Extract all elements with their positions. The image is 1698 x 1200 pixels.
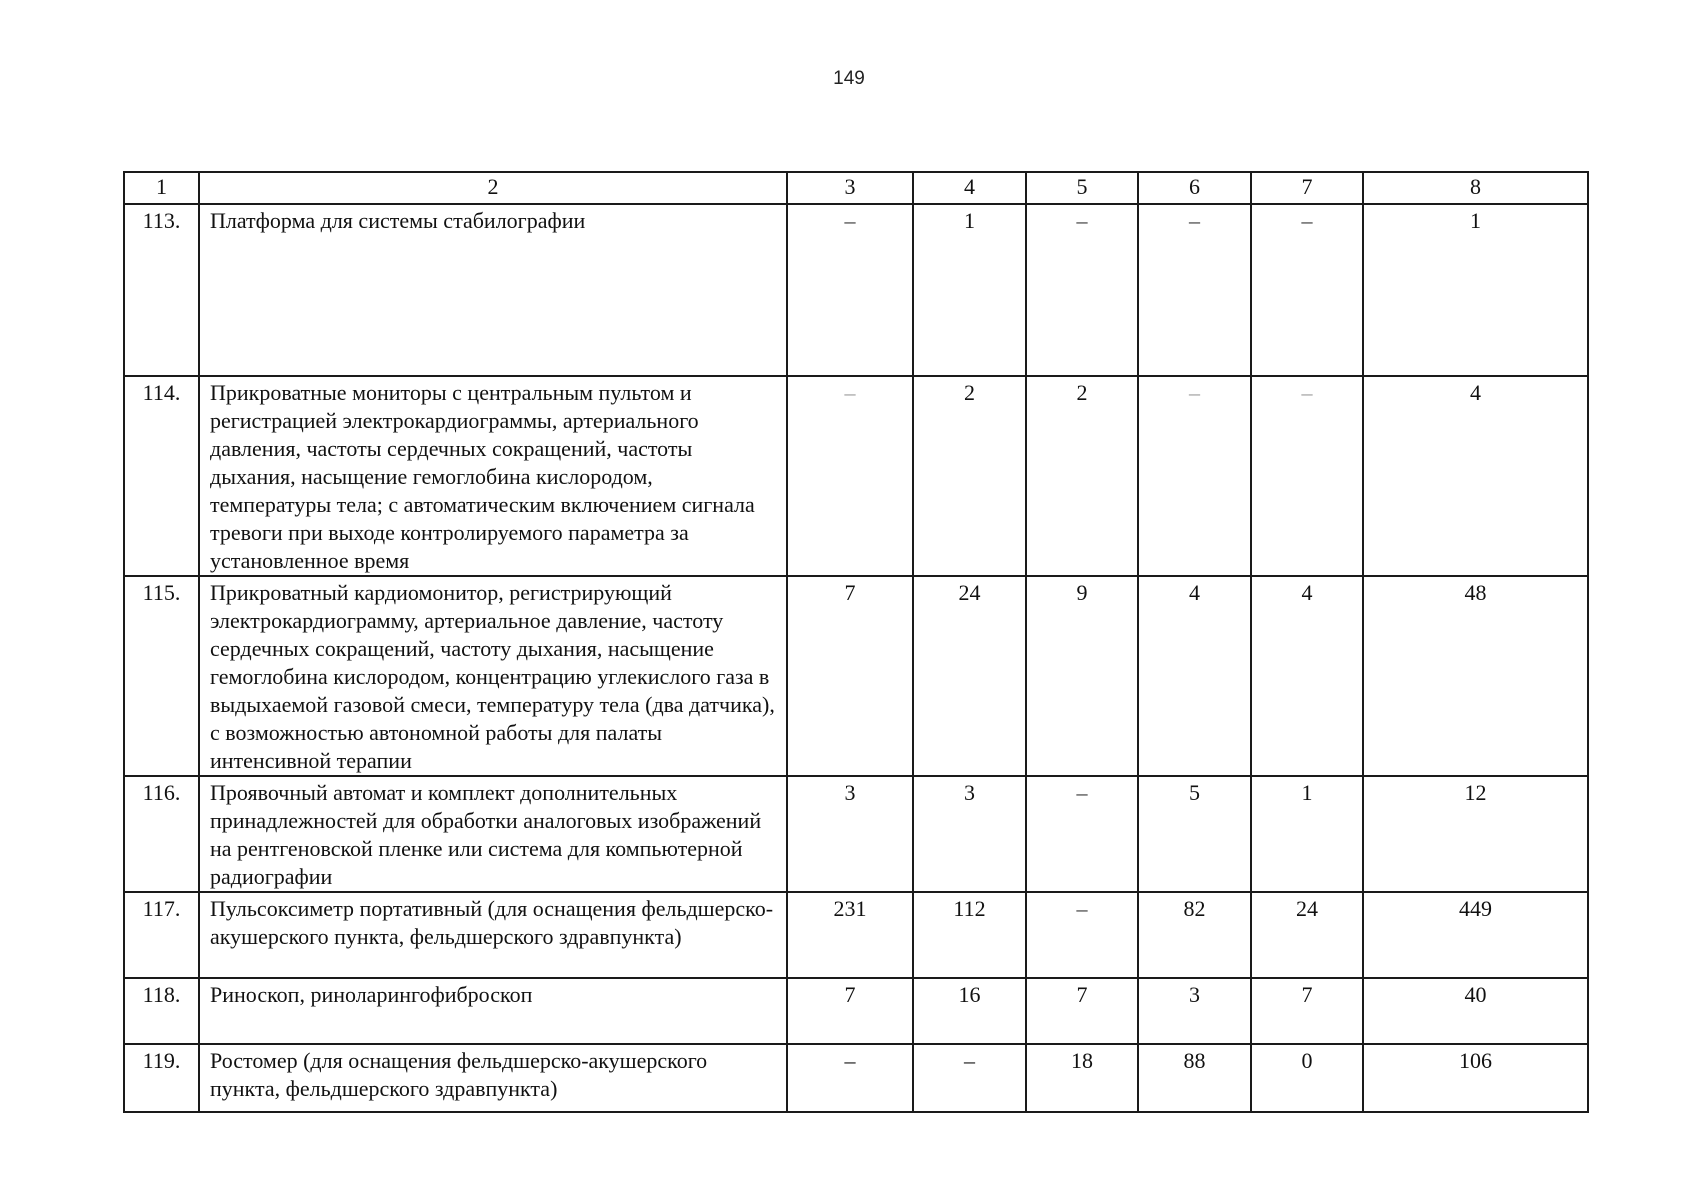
column-header: 5 <box>1026 172 1138 204</box>
row-value: 3 <box>913 776 1026 892</box>
row-value: 7 <box>1026 978 1138 1044</box>
column-header: 4 <box>913 172 1026 204</box>
row-number: 115. <box>124 576 199 776</box>
row-number: 117. <box>124 892 199 978</box>
column-header: 8 <box>1363 172 1588 204</box>
table-row <box>124 204 1588 376</box>
row-value: 3 <box>787 776 913 892</box>
row-value: 0 <box>1251 1044 1363 1112</box>
column-header: 6 <box>1138 172 1251 204</box>
row-value: – <box>1026 776 1138 892</box>
table-row <box>124 978 1588 1044</box>
row-value: 5 <box>1138 776 1251 892</box>
row-value: 4 <box>1138 576 1251 776</box>
row-value: 16 <box>913 978 1026 1044</box>
row-value: 2 <box>1026 376 1138 576</box>
row-name: Пульсоксиметр портативный (для оснащения фельдшерско-акушерского пункта, фельдшерского здравпункта) <box>199 892 787 978</box>
row-value: 18 <box>1026 1044 1138 1112</box>
row-number: 114. <box>124 376 199 576</box>
row-value: 1 <box>1251 776 1363 892</box>
row-name: Прикроватный кардиомонитор, регистрирующий электрокардиограмму, артериальное давление, частоту сердечных сокращений, частоту дыхания, насыщение гемоглобина кислородом, концентрацию углекислого газа в выдыхаемой газовой смеси, температуру тела (два датчика), с возможностью автономной работы для палаты интенсивной терапии <box>199 576 787 776</box>
row-value: – <box>1026 204 1138 376</box>
column-header: 1 <box>124 172 199 204</box>
row-value: 12 <box>1363 776 1588 892</box>
row-value: 88 <box>1138 1044 1251 1112</box>
table-row <box>124 892 1588 978</box>
row-value: – <box>1026 892 1138 978</box>
row-number: 116. <box>124 776 199 892</box>
column-header: 3 <box>787 172 913 204</box>
row-value: – <box>1138 376 1251 576</box>
row-value: 449 <box>1363 892 1588 978</box>
row-number: 118. <box>124 978 199 1044</box>
row-value: 48 <box>1363 576 1588 776</box>
row-value: 106 <box>1363 1044 1588 1112</box>
table-row <box>124 576 1588 776</box>
equipment-table <box>123 171 1589 1113</box>
table-row <box>124 376 1588 576</box>
row-value: 40 <box>1363 978 1588 1044</box>
row-value: 112 <box>913 892 1026 978</box>
row-name: Ростомер (для оснащения фельдшерско-акушерского пункта, фельдшерского здравпункта) <box>199 1044 787 1112</box>
row-value: 2 <box>913 376 1026 576</box>
row-name: Платформа для системы стабилографии <box>199 204 787 376</box>
row-value: 4 <box>1251 576 1363 776</box>
row-name: Риноскоп, риноларингофиброскоп <box>199 978 787 1044</box>
table-header-row <box>124 172 1588 204</box>
row-value: 7 <box>787 978 913 1044</box>
row-value: – <box>913 1044 1026 1112</box>
row-name: Прикроватные мониторы с центральным пультом и регистрацией электрокардиограммы, артериального давления, частоты сердечных сокращений, частоты дыхания, насыщение гемоглобина кислородом, температуры тела; с автоматическим включением сигнала тревоги при выходе контролируемого параметра за установленное время <box>199 376 787 576</box>
row-value: 24 <box>1251 892 1363 978</box>
row-value: 9 <box>1026 576 1138 776</box>
row-name: Проявочный автомат и комплект дополнительных принадлежностей для обработки аналоговых изображений на рентгеновской пленке или система для компьютерной радиографии <box>199 776 787 892</box>
row-value: – <box>1251 376 1363 576</box>
row-value: 4 <box>1363 376 1588 576</box>
row-value: 82 <box>1138 892 1251 978</box>
row-value: 7 <box>787 576 913 776</box>
row-value: 231 <box>787 892 913 978</box>
row-value: – <box>787 1044 913 1112</box>
row-value: 1 <box>1363 204 1588 376</box>
row-value: – <box>1138 204 1251 376</box>
row-number: 119. <box>124 1044 199 1112</box>
table-row <box>124 1044 1588 1112</box>
row-number: 113. <box>124 204 199 376</box>
row-value: – <box>787 204 913 376</box>
row-value: – <box>787 376 913 576</box>
row-value: – <box>1251 204 1363 376</box>
column-header: 7 <box>1251 172 1363 204</box>
row-value: 7 <box>1251 978 1363 1044</box>
row-value: 24 <box>913 576 1026 776</box>
row-value: 3 <box>1138 978 1251 1044</box>
table-row <box>124 776 1588 892</box>
page-number: 149 <box>833 68 865 89</box>
column-header: 2 <box>199 172 787 204</box>
row-value: 1 <box>913 204 1026 376</box>
